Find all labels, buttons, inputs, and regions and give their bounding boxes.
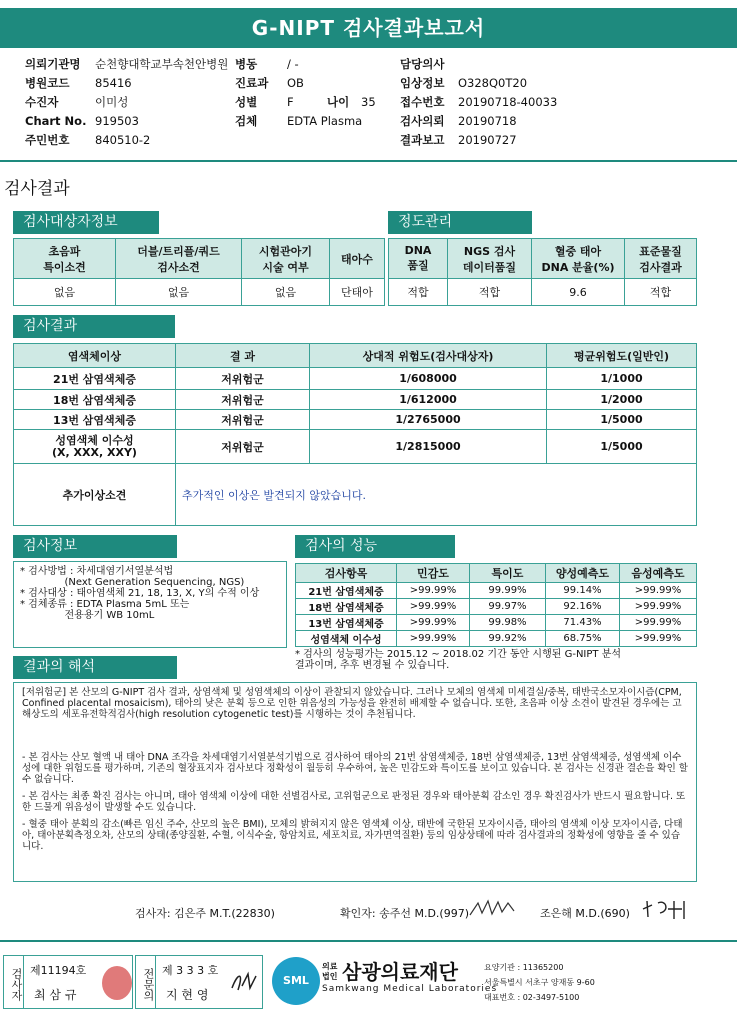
receipt-label: 접수번호 bbox=[400, 95, 445, 109]
sex-label: 성별 bbox=[235, 95, 258, 109]
table-row bbox=[14, 390, 697, 410]
rrn-value: 840510-2 bbox=[95, 133, 151, 147]
tester-signer: 검사자: 김은주 M.T.(22830) bbox=[135, 907, 275, 920]
perf-cell: 99.92% bbox=[470, 631, 546, 647]
institution-value: 순천향대학교부속천안병원 bbox=[95, 57, 229, 71]
performance-note: * 검사의 성능평가는 2015.12 ~ 2018.02 기간 동안 시행된 G-NIPT 분석 결과이며, 추후 변경될 수 있습니다. bbox=[295, 649, 622, 671]
perf-cell: 성염색체 이수성 bbox=[296, 631, 397, 647]
org-name: 삼광의료재단 bbox=[342, 960, 458, 984]
qc-header: DNA 품질 bbox=[389, 239, 448, 279]
result-header: 결 과 bbox=[176, 344, 310, 368]
performance-table bbox=[295, 563, 697, 647]
qc-header: 혈중 태아 DNA 분율(%) bbox=[532, 239, 625, 279]
clinical-label: 임상정보 bbox=[400, 76, 445, 90]
signature-specialist bbox=[228, 968, 260, 998]
test-info-line: (Next Generation Sequencing, NGS) bbox=[20, 577, 245, 588]
result-header: 상대적 위험도(검사대상자) bbox=[310, 344, 547, 368]
request-label: 검사의뢰 bbox=[400, 114, 445, 128]
result-title: 검사결과 bbox=[13, 315, 175, 338]
table-row bbox=[296, 631, 697, 647]
target-header: 시험관아기 시술 여부 bbox=[242, 239, 330, 279]
divider bbox=[0, 160, 737, 162]
signature-checker bbox=[468, 897, 518, 919]
table-row bbox=[14, 410, 697, 430]
perf-cell: >99.99% bbox=[397, 631, 470, 647]
specialist-license-label: 전문의 bbox=[136, 956, 156, 1008]
perf-cell: >99.99% bbox=[397, 599, 470, 615]
table-row bbox=[296, 599, 697, 615]
tester-license-name: 최 삼 규 bbox=[34, 988, 77, 1002]
test-info-box bbox=[13, 561, 287, 648]
perf-cell: >99.99% bbox=[620, 583, 697, 599]
result-cell: 1/612000 bbox=[310, 390, 547, 410]
target-value: 단태아 bbox=[330, 279, 385, 306]
org-label-1: 의료 bbox=[322, 962, 338, 971]
org-label-2: 법인 bbox=[322, 972, 338, 981]
patient-label: 수진자 bbox=[25, 95, 59, 109]
report-value: 20190727 bbox=[458, 133, 517, 147]
request-value: 20190718 bbox=[458, 114, 517, 128]
clinical-value: O328Q0T20 bbox=[458, 76, 528, 90]
perf-cell: >99.99% bbox=[397, 583, 470, 599]
perf-header: 검사항목 bbox=[296, 564, 397, 583]
perf-cell: 21번 삼염색체증 bbox=[296, 583, 397, 599]
perf-cell: 18번 삼염색체증 bbox=[296, 599, 397, 615]
qc-table bbox=[388, 238, 697, 306]
specimen-label: 검체 bbox=[235, 114, 258, 128]
perf-header: 양성예측도 bbox=[546, 564, 620, 583]
result-cell: 저위험군 bbox=[176, 410, 310, 430]
target-info-title: 검사대상자정보 bbox=[13, 211, 159, 234]
sex-value: F bbox=[287, 95, 294, 109]
perf-cell: >99.99% bbox=[620, 631, 697, 647]
result-cell: 1/608000 bbox=[310, 368, 547, 390]
interpretation-title: 결과의 해석 bbox=[13, 656, 177, 679]
perf-cell: >99.99% bbox=[397, 615, 470, 631]
chart-value: 919503 bbox=[95, 114, 139, 128]
table-row bbox=[14, 368, 697, 390]
perf-header: 특이도 bbox=[470, 564, 546, 583]
result-table bbox=[13, 343, 697, 526]
specialist-license-no: 제 3 3 3 호 bbox=[162, 964, 219, 977]
sml-logo-icon: SML bbox=[272, 957, 320, 1005]
test-info-line: * 검체종류 : EDTA Plasma 5mL 또는 bbox=[20, 599, 190, 610]
dept-value: OB bbox=[287, 76, 304, 90]
target-info-table bbox=[13, 238, 385, 306]
table-row bbox=[296, 615, 697, 631]
result-cell: 13번 삼염색체증 bbox=[14, 410, 176, 430]
results-heading: 검사결과 bbox=[4, 179, 70, 199]
org-info bbox=[484, 960, 595, 1005]
ward-value: / - bbox=[287, 57, 299, 71]
interpretation-bullet: - 본 검사는 산모 혈액 내 태아 DNA 조각을 차세대염기서열분석기법으로 검사하여 태아의 21번 삼염색체증, 18번 삼염색체증, 13번 삼염색체증, 성염색체 이수성에 대한 위험도를 평가하며, 기존의 혈장표지자 검사보다 정확성이 월등히 우수하여, 높은 민감도와 특이도를 보이고 있습니다. 본 검사는 신경관 결손을 확인 할 수 없습니다. bbox=[22, 752, 688, 785]
signature-third bbox=[640, 897, 692, 921]
tester-license-label: 검사자 bbox=[4, 956, 24, 1008]
dept-label: 진료과 bbox=[235, 76, 269, 90]
result-header: 염색체이상 bbox=[14, 344, 176, 368]
target-value: 없음 bbox=[14, 279, 116, 306]
result-cell: 저위험군 bbox=[176, 430, 310, 464]
receipt-value: 20190718-40033 bbox=[458, 95, 558, 109]
report-title: G-NIPT 검사결과보고서 bbox=[0, 8, 737, 48]
age-value: 35 bbox=[361, 95, 376, 109]
rrn-label: 주민번호 bbox=[25, 133, 70, 147]
qc-header: 표준물질 검사결과 bbox=[625, 239, 697, 279]
test-info-title: 검사정보 bbox=[13, 535, 177, 558]
result-cell: 성염색체 이수성 (X, XXX, XXY) bbox=[14, 430, 176, 464]
institution-label: 의뢰기관명 bbox=[25, 57, 81, 71]
target-value: 없음 bbox=[242, 279, 330, 306]
perf-cell: 99.98% bbox=[470, 615, 546, 631]
qc-header: NGS 검사 데이터품질 bbox=[448, 239, 532, 279]
result-cell: 1/2815000 bbox=[310, 430, 547, 464]
hospital-code-label: 병원코드 bbox=[25, 76, 70, 90]
interpretation-bullet: - 혈중 태아 분획의 감소(빠른 임신 주수, 산모의 높은 BMI), 모체의 밝혀지지 않은 염색체 이상, 태반에 국한된 모자이시즘, 태아의 염색체 이상 모자이시즘, 다태아, 태아분획측정오차, 산모의 상태(종양질환, 수혈, 이식수술, 항암치료, 세포치료, 자가면역질환) 등의 임상상태에 따라 검사결과의 정확성에 영향을 줄 수 있습니다. bbox=[22, 819, 683, 852]
target-value: 없음 bbox=[116, 279, 242, 306]
tester-license-box bbox=[3, 955, 133, 1009]
org-english: Samkwang Medical Laboratories bbox=[322, 984, 498, 994]
perf-cell: >99.99% bbox=[620, 615, 697, 631]
result-cell: 1/5000 bbox=[547, 430, 697, 464]
perf-cell: 68.75% bbox=[546, 631, 620, 647]
checker-signer: 확인자: 송주선 M.D.(997) bbox=[340, 907, 469, 920]
result-cell: 1/2765000 bbox=[310, 410, 547, 430]
qc-value: 9.6 bbox=[532, 279, 625, 306]
perf-cell: 92.16% bbox=[546, 599, 620, 615]
interpretation-paragraph: [저위험군] 본 산모의 G-NIPT 검사 결과, 상염색체 및 성염색체의 이상이 관찰되지 않았습니다. 그러나 모체의 염색체 미세결실/중복, 태반국소모자이시즘(CPM, Confined placental mosaicism), 태아의 낮은 분획 등으로 인한 위음성의 가능성을 완전히 배제할 수 없습니다. 또한, 초음파 이상 소견이 발견된 경우에는 고해상도의 세포유전학적검사(high resolution cytogenetic test)를 시행하는 것이 추천됩니다. bbox=[22, 687, 682, 720]
test-info-line: * 검사방법 : 차세대염기서열분석법 bbox=[20, 566, 174, 577]
age-label: 나이 bbox=[327, 95, 350, 109]
result-cell: 1/2000 bbox=[547, 390, 697, 410]
result-cell: 18번 삼염색체증 bbox=[14, 390, 176, 410]
specialist-license-name: 지 현 영 bbox=[166, 988, 209, 1002]
result-cell: 1/5000 bbox=[547, 410, 697, 430]
target-header: 초음파 특이소견 bbox=[14, 239, 116, 279]
perf-cell: 99.99% bbox=[470, 583, 546, 599]
result-cell: 21번 삼염색체증 bbox=[14, 368, 176, 390]
report-label: 결과보고 bbox=[400, 133, 445, 147]
hospital-code-value: 85416 bbox=[95, 76, 132, 90]
perf-cell: >99.99% bbox=[620, 599, 697, 615]
table-row bbox=[296, 583, 697, 599]
result-cell: 1/1000 bbox=[547, 368, 697, 390]
specialist-license-box bbox=[135, 955, 263, 1009]
extra-finding-label: 추가이상소견 bbox=[14, 464, 176, 526]
perf-cell: 13번 삼염색체증 bbox=[296, 615, 397, 631]
perf-cell: 99.97% bbox=[470, 599, 546, 615]
org-info-line: 서울특별시 서초구 양재동 9-60 bbox=[484, 978, 595, 987]
patient-value: 이미성 bbox=[95, 95, 129, 109]
table-row bbox=[14, 430, 697, 464]
performance-title: 검사의 성능 bbox=[295, 535, 455, 558]
perf-header: 민감도 bbox=[397, 564, 470, 583]
perf-header: 음성예측도 bbox=[620, 564, 697, 583]
footer-divider bbox=[0, 940, 737, 942]
org-info-line: 대표번호 : 02-3497-5100 bbox=[484, 993, 580, 1002]
result-cell: 저위험군 bbox=[176, 390, 310, 410]
specimen-value: EDTA Plasma bbox=[287, 114, 363, 128]
result-cell: 저위험군 bbox=[176, 368, 310, 390]
tester-license-no: 제11194호 bbox=[30, 964, 87, 977]
qc-value: 적합 bbox=[389, 279, 448, 306]
interpretation-box bbox=[13, 682, 697, 882]
chart-label: Chart No. bbox=[25, 114, 87, 128]
target-header: 태아수 bbox=[330, 239, 385, 279]
third-signer: 조은해 M.D.(690) bbox=[540, 907, 630, 920]
org-info-line: 요양기관 : 11365200 bbox=[484, 963, 564, 972]
target-header: 더블/트리플/쿼드 검사소견 bbox=[116, 239, 242, 279]
seal-icon bbox=[102, 966, 132, 1000]
result-header: 평균위험도(일반인) bbox=[547, 344, 697, 368]
qc-value: 적합 bbox=[625, 279, 697, 306]
ward-label: 병동 bbox=[235, 57, 258, 71]
perf-cell: 71.43% bbox=[546, 615, 620, 631]
interpretation-bullet: - 본 검사는 최종 확진 검사는 아니며, 태아 염색체 이상에 대한 선별검사로, 고위험군으로 판정된 경우와 태아분획 감소인 경우 확진검사가 반드시 필요합니다. 또한 드물게 위음성이 발생할 수도 있습니다. bbox=[22, 791, 686, 813]
test-info-line: * 검사대상 : 태아염색체 21, 18, 13, X, Y의 수적 이상 bbox=[20, 588, 260, 599]
qc-value: 적합 bbox=[448, 279, 532, 306]
perf-cell: 99.14% bbox=[546, 583, 620, 599]
extra-finding-value: 추가적인 이상은 발견되지 않았습니다. bbox=[176, 464, 697, 526]
doctor-label: 담당의사 bbox=[400, 57, 445, 71]
qc-title: 정도관리 bbox=[388, 211, 532, 234]
test-info-line: 전용용기 WB 10mL bbox=[20, 610, 155, 621]
